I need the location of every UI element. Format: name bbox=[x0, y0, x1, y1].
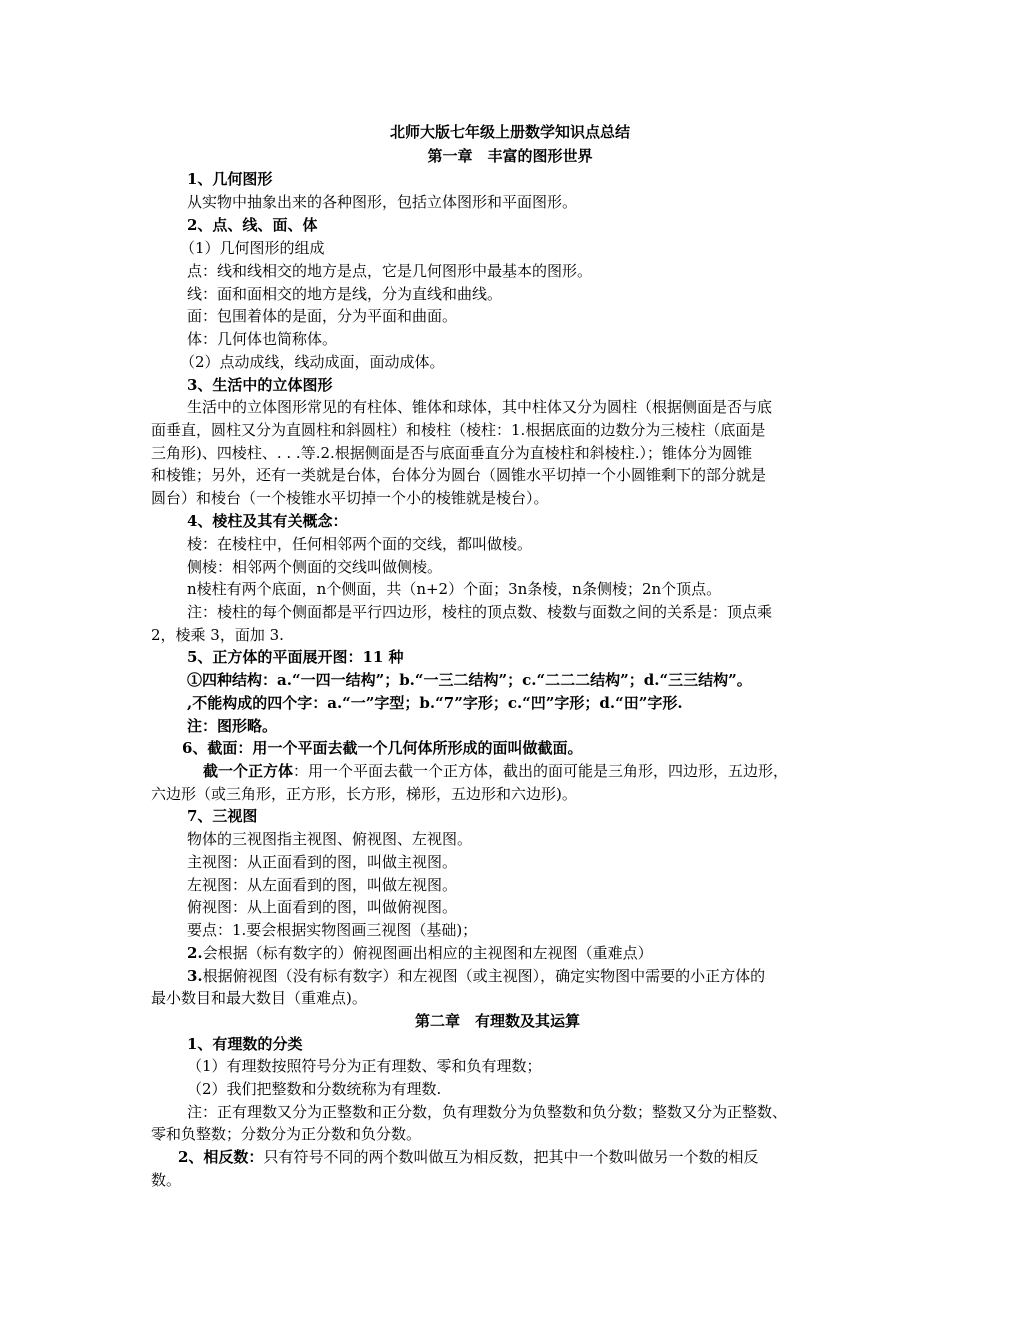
paragraph: 俯视图：从上面看到的图，叫做俯视图。 bbox=[187, 898, 458, 916]
paragraph: 体：几何体也简称体。 bbox=[187, 330, 338, 348]
paragraph-line bbox=[178, 1146, 758, 1168]
paragraph-line: 数。 bbox=[151, 1171, 182, 1189]
section-heading: 6、截面：用一个平面去截一个几何体所形成的面叫做截面。 bbox=[182, 739, 583, 757]
paragraph-line: 生活中的立体图形常见的有柱体、锥体和球体，其中柱体又分为圆柱（根据侧面是否与底 bbox=[187, 398, 773, 416]
term-bold: 截一个正方体 bbox=[203, 762, 294, 780]
term-definition: ：用一个平面去截一个正方体，截出的面可能是三角形，四边形，五边形， bbox=[293, 762, 789, 780]
list-number: 3. bbox=[187, 967, 203, 985]
paragraph: 棱：在棱柱中，任何相邻两个面的交线，都叫做棱。 bbox=[187, 535, 533, 553]
paragraph-line bbox=[187, 965, 765, 987]
paragraph-line bbox=[203, 760, 788, 782]
paragraph: 从实物中抽象出来的各种图形，包括立体图形和平面图形。 bbox=[187, 193, 578, 211]
section-heading: 7、三视图 bbox=[187, 807, 258, 825]
chapter-1-heading: 第一章 丰富的图形世界 bbox=[427, 147, 593, 165]
paragraph: 主视图：从正面看到的图，叫做主视图。 bbox=[187, 853, 458, 871]
paragraph: 线：面和面相交的地方是线，分为直线和曲线。 bbox=[187, 285, 503, 303]
paragraph: 物体的三视图指主视图、俯视图、左视图。 bbox=[187, 830, 473, 848]
paragraph-line: 六边形（或三角形，正方形，长方形，梯形，五边形和六边形)。 bbox=[151, 785, 577, 803]
paragraph: 左视图：从左面看到的图，叫做左视图。 bbox=[187, 876, 458, 894]
paragraph bbox=[187, 942, 653, 964]
section-heading: 1、有理数的分类 bbox=[187, 1035, 303, 1053]
paragraph-line: 注：正有理数又分为正整数和正分数，负有理数分为负整数和负分数；整数又分为正整数、 bbox=[187, 1103, 788, 1121]
paragraph-line: 最小数目和最大数目（重难点)。 bbox=[151, 989, 367, 1007]
term-definition: 只有符号不同的两个数叫做互为相反数，把其中一个数叫做另一个数的相反 bbox=[263, 1148, 759, 1166]
section-heading: 5、正方体的平面展开图：11 种 bbox=[187, 648, 404, 666]
paragraph: 要点：1.要会根据实物图画三视图（基础)； bbox=[187, 921, 478, 939]
paragraph: ,不能构成的四个字：a.“一”字型；b.“7”字形；c.“凹”字形；d.“田”字形. bbox=[187, 694, 683, 712]
paragraph: 侧棱：相邻两个侧面的交线叫做侧棱。 bbox=[187, 558, 443, 576]
paragraph-line: 零和负整数；分数分为正分数和负分数。 bbox=[151, 1125, 422, 1143]
paragraph-line: 2，棱乘 3，面加 3. bbox=[151, 626, 284, 644]
section-heading: 3、生活中的立体图形 bbox=[187, 376, 333, 394]
paragraph: （2）点动成线，线动成面，面动成体。 bbox=[180, 353, 445, 371]
paragraph: 注：图形略。 bbox=[187, 717, 278, 735]
section-heading: 4、棱柱及其有关概念： bbox=[187, 512, 348, 530]
chapter-2-heading: 第二章 有理数及其运算 bbox=[415, 1012, 581, 1030]
paragraph: ①四种结构：a.“一四一结构”；b.“一三二结构”；c.“二二二结构”；d.“三三结构”。 bbox=[187, 671, 752, 689]
list-text: 会根据（标有数字的）俯视图画出相应的主视图和左视图（重难点） bbox=[202, 944, 653, 962]
section-heading: 2、点、线、面、体 bbox=[187, 216, 318, 234]
section-heading: 1、几何图形 bbox=[187, 170, 273, 188]
paragraph-line: 三角形)、四棱柱、. . .等.2.根据侧面是否与底面垂直分为直棱柱和斜棱柱.）；锥体分为圆锥 bbox=[151, 444, 753, 462]
paragraph: （2）我们把整数和分数统称为有理数. bbox=[187, 1080, 442, 1098]
paragraph: （1）几何图形的组成 bbox=[180, 239, 325, 257]
paragraph: 面：包围着体的是面，分为平面和曲面。 bbox=[187, 307, 458, 325]
paragraph: （1）有理数按照符号分为正有理数、零和负有理数； bbox=[187, 1057, 542, 1075]
list-number: 2. bbox=[187, 944, 203, 962]
list-text: 根据俯视图（没有标有数字）和左视图（或主视图），确定实物图中需要的小正方体的 bbox=[202, 967, 766, 985]
paragraph: 点：线和线相交的地方是点，它是几何图形中最基本的图形。 bbox=[187, 262, 593, 280]
paragraph: n棱柱有两个底面，n个侧面，共（n+2）个面；3n条棱，n条侧棱；2n个顶点。 bbox=[187, 580, 722, 598]
paragraph-line: 面垂直，圆柱又分为直圆柱和斜圆柱）和棱柱（棱柱：1.根据底面的边数分为三棱柱（底面是 bbox=[151, 421, 766, 439]
paragraph-line: 和棱锥；另外，还有一类就是台体，台体分为圆台（圆锥水平切掉一个小圆锥剩下的部分就是 bbox=[151, 466, 767, 484]
document-title: 北师大版七年级上册数学知识点总结 bbox=[389, 123, 630, 141]
term-bold: 2、相反数： bbox=[178, 1148, 264, 1166]
paragraph-line: 圆台）和棱台（一个棱锥水平切掉一个小的棱锥就是棱台）。 bbox=[151, 489, 549, 507]
paragraph-line: 注：棱柱的每个侧面都是平行四边形，棱柱的顶点数、棱数与面数之间的关系是：顶点乘 bbox=[187, 603, 773, 621]
